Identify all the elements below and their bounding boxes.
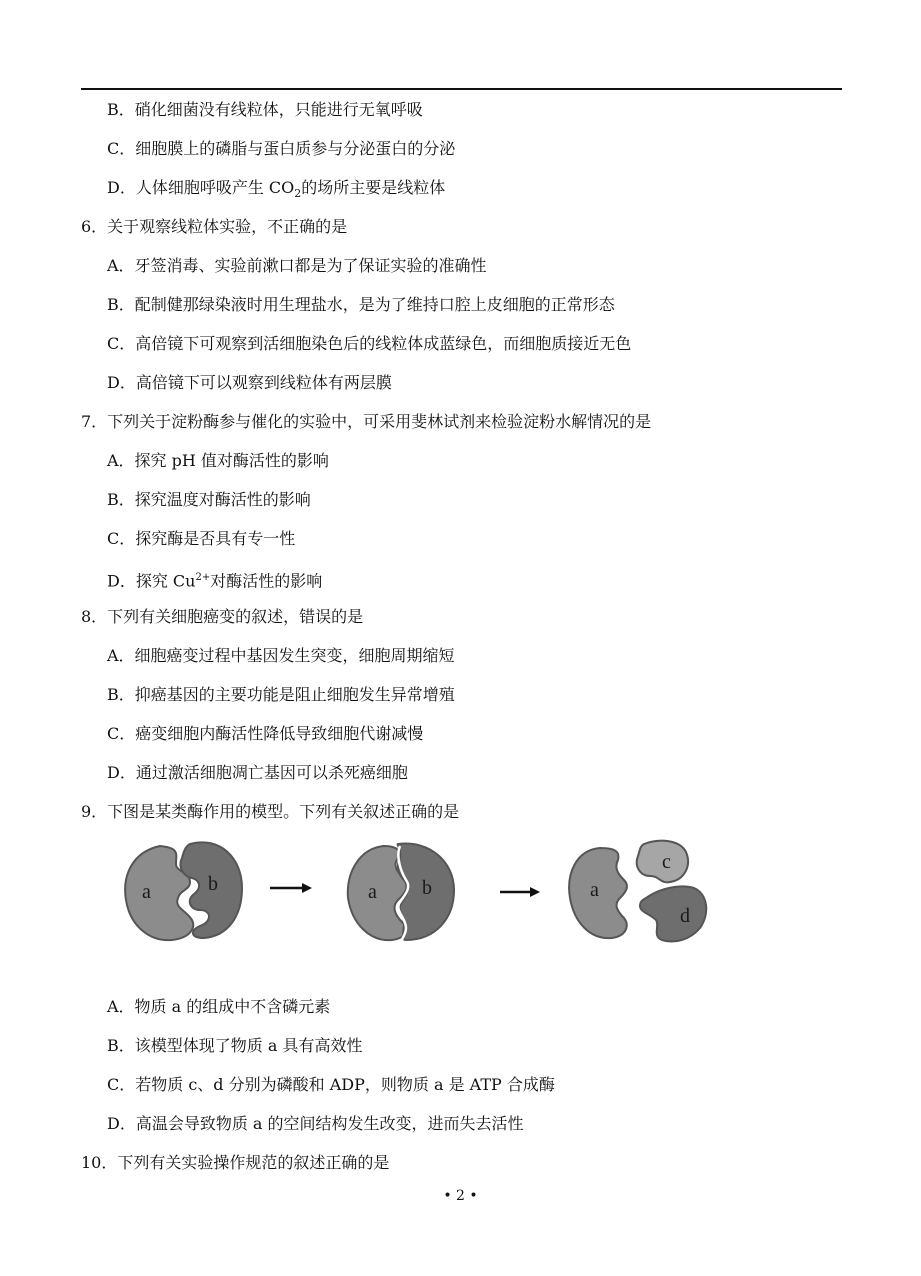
enzyme-model-svg xyxy=(120,836,720,954)
label-b1: b xyxy=(208,873,218,895)
page-number: • 2 • xyxy=(443,1188,478,1204)
question-6: 6．关于观察线粒体实验，不正确的是 xyxy=(81,217,348,236)
product-d xyxy=(640,886,706,941)
stage-3 xyxy=(569,841,706,942)
arrow-2 xyxy=(500,887,540,897)
option-5d xyxy=(107,177,445,199)
label-a1: a xyxy=(142,881,151,903)
option-5d-text: D．人体细胞呼吸产生 CO xyxy=(107,178,295,197)
label-b2: b xyxy=(422,877,432,899)
option-7d-tail: 对酶活性的影响 xyxy=(210,571,323,591)
question-7: 7．下列关于淀粉酶参与催化的实验中，可采用斐林试剂来检验淀粉水解情况的是 xyxy=(81,412,652,431)
option-9a: A．物质 a 的组成中不含磷元素 xyxy=(107,997,331,1016)
question-8: 8．下列有关细胞癌变的叙述，错误的是 xyxy=(81,607,364,626)
label-a2: a xyxy=(368,881,377,903)
option-5c: C．细胞膜上的磷脂与蛋白质参与分泌蛋白的分泌 xyxy=(107,139,456,158)
option-5d-tail: 的场所主要是线粒体 xyxy=(301,178,446,197)
option-8c: C．癌变细胞内酶活性降低导致细胞代谢减慢 xyxy=(107,724,424,743)
enzyme-model-figure xyxy=(120,836,720,954)
question-10: 10．下列有关实验操作规范的叙述正确的是 xyxy=(81,1153,390,1172)
option-7d xyxy=(107,567,322,589)
option-9c: C．若物质 c、d 分别为磷酸和 ADP，则物质 a 是 ATP 合成酶 xyxy=(107,1075,555,1094)
option-7c: C．探究酶是否具有专一性 xyxy=(107,529,296,548)
option-7a: A．探究 pH 值对酶活性的影响 xyxy=(107,451,329,470)
option-6a: A．牙签消毒、实验前漱口都是为了保证实验的准确性 xyxy=(107,256,487,275)
label-a3: a xyxy=(590,879,599,901)
option-8a: A．细胞癌变过程中基因发生突变，细胞周期缩短 xyxy=(107,646,455,665)
option-9b: B．该模型体现了物质 a 具有高效性 xyxy=(107,1036,363,1055)
option-7b: B．探究温度对酶活性的影响 xyxy=(107,490,311,509)
option-6c: C．高倍镜下可观察到活细胞染色后的线粒体成蓝绿色，而细胞质接近无色 xyxy=(107,334,632,353)
option-6b: B．配制健那绿染液时用生理盐水，是为了维持口腔上皮细胞的正常形态 xyxy=(107,295,615,314)
label-d3: d xyxy=(680,905,690,927)
label-c3: c xyxy=(662,851,671,873)
option-9d: D．高温会导致物质 a 的空间结构发生改变，进而失去活性 xyxy=(107,1114,524,1133)
question-9: 9．下图是某类酶作用的模型。下列有关叙述正确的是 xyxy=(81,802,460,821)
option-5b: B．硝化细菌没有线粒体，只能进行无氧呼吸 xyxy=(107,100,423,119)
header-rule xyxy=(81,88,842,90)
option-7d-text: D．探究 Cu xyxy=(107,571,196,591)
option-8b: B．抑癌基因的主要功能是阻止细胞发生异常增殖 xyxy=(107,685,455,704)
option-7d-superscript: 2+ xyxy=(195,572,211,583)
stage-1 xyxy=(125,842,242,940)
arrow-1 xyxy=(270,883,312,893)
option-6d: D．高倍镜下可以观察到线粒体有两层膜 xyxy=(107,373,392,392)
option-8d: D．通过激活细胞凋亡基因可以杀死癌细胞 xyxy=(107,763,408,782)
option-5d-subscript: 2 xyxy=(294,187,302,201)
stage-2 xyxy=(348,844,454,941)
